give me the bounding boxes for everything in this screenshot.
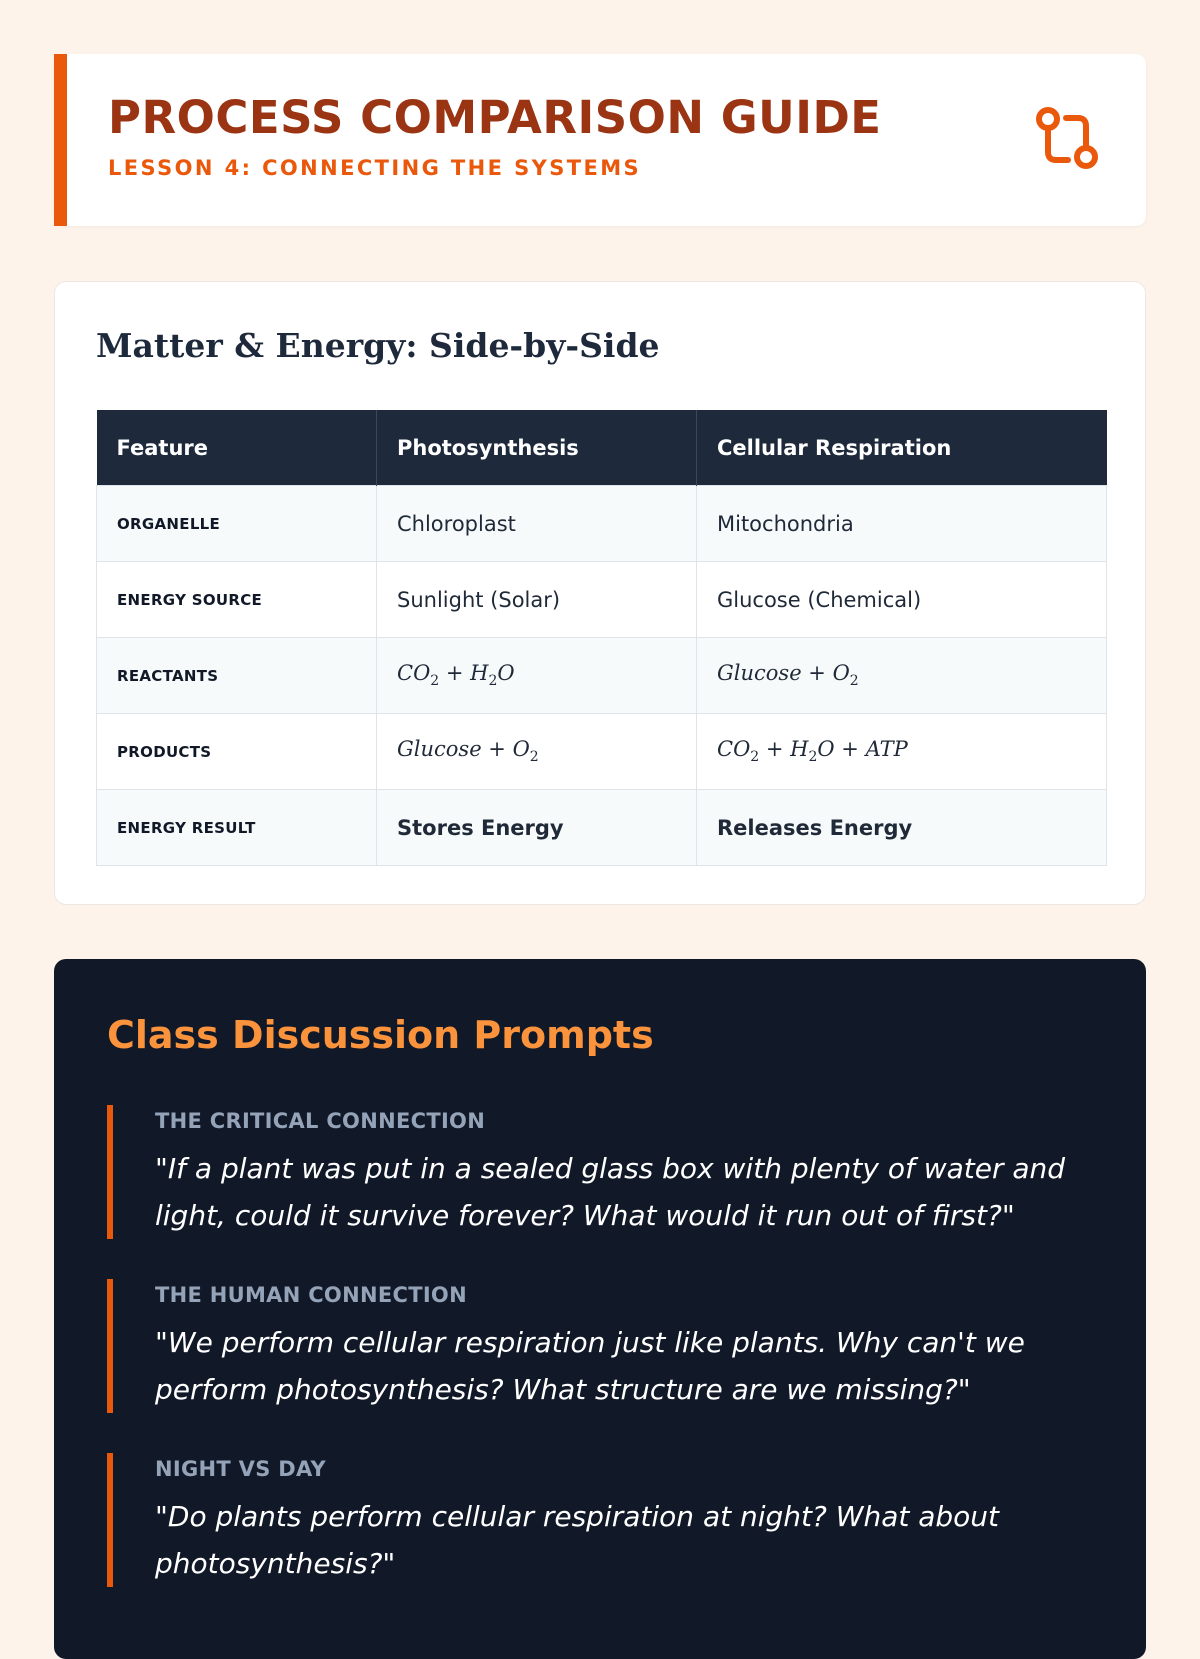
discussion-card — [54, 959, 1146, 1659]
feature-cell: ENERGY SOURCE — [97, 562, 377, 638]
photosynthesis-cell: $Glucose + O_2$ — [377, 714, 697, 790]
feature-cell: ORGANELLE — [97, 486, 377, 562]
respiration-cell: Glucose (Chemical) — [697, 562, 1107, 638]
git-compare-icon — [1032, 104, 1102, 174]
prompt-quote: "If a plant was put in a sealed glass box with plenty of water and light, could it survive forever? What would it run out of first?" — [155, 1152, 1066, 1232]
page-subtitle: LESSON 4: CONNECTING THE SYSTEMS — [108, 156, 642, 180]
table-row — [97, 790, 1107, 866]
photosynthesis-cell: Sunlight (Solar) — [377, 562, 697, 638]
photosynthesis-cell: Stores Energy — [377, 790, 697, 866]
column-header: Photosynthesis — [377, 410, 697, 486]
table-row — [97, 486, 1107, 562]
header-accent-bar — [54, 54, 67, 226]
respiration-cell: Mitochondria — [697, 486, 1107, 562]
photosynthesis-cell: Chloroplast — [377, 486, 697, 562]
respiration-cell: $CO_2 + H_2O$ + ATP — [697, 714, 1107, 790]
prompt-label: THE CRITICAL CONNECTION — [155, 1109, 486, 1133]
column-header: Cellular Respiration — [697, 410, 1107, 486]
prompt-label: THE HUMAN CONNECTION — [155, 1283, 467, 1307]
comparison-title: Matter & Energy: Side-by-Side — [96, 326, 660, 365]
prompt-quote: "We perform cellular respiration just like plants. Why can't we perform photosynthesis? What structure are we missing?" — [155, 1326, 1025, 1406]
page-title: PROCESS COMPARISON GUIDE — [108, 91, 882, 144]
prompt-quote: "Do plants perform cellular respiration at night? What about photosynthesis?" — [155, 1500, 1000, 1580]
table-header-row — [97, 410, 1107, 486]
feature-cell: REACTANTS — [97, 638, 377, 714]
discussion-prompt — [107, 1279, 1087, 1413]
table-row — [97, 714, 1107, 790]
discussion-prompt — [107, 1453, 1087, 1587]
table-row — [97, 638, 1107, 714]
table-row — [97, 562, 1107, 638]
feature-cell: PRODUCTS — [97, 714, 377, 790]
column-header: Feature — [97, 410, 377, 486]
respiration-cell: $Glucose + O_2$ — [697, 638, 1107, 714]
header-card — [54, 54, 1146, 226]
comparison-card — [54, 281, 1146, 905]
respiration-cell: Releases Energy — [697, 790, 1107, 866]
feature-cell: ENERGY RESULT — [97, 790, 377, 866]
discussion-prompt — [107, 1105, 1087, 1239]
discussion-title: Class Discussion Prompts — [107, 1013, 654, 1057]
photosynthesis-cell: $CO_2 + H_2O$ — [377, 638, 697, 714]
comparison-table — [96, 410, 1107, 866]
prompt-label: NIGHT VS DAY — [155, 1457, 327, 1481]
